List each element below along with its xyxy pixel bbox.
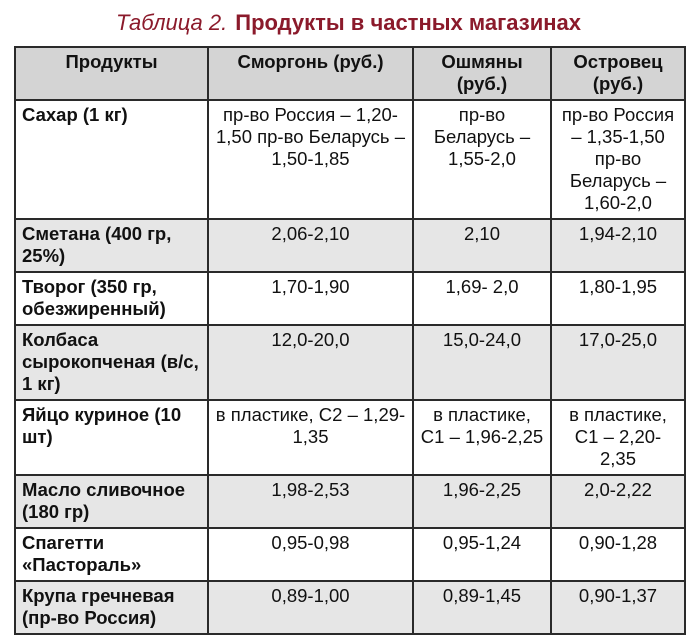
table-row xyxy=(15,400,685,475)
table-row xyxy=(15,475,685,528)
column-header-smorgon: Сморгонь (руб.) xyxy=(208,47,413,100)
table-row xyxy=(15,325,685,400)
product-name: Крупа гречневая (пр-во Россия) xyxy=(15,581,208,634)
price-oshmyany: 1,69- 2,0 xyxy=(413,272,551,325)
price-smorgon: 1,98-2,53 xyxy=(208,475,413,528)
column-header-products: Продукты xyxy=(15,47,208,100)
price-ostrovets: пр-во Россия – 1,35-1,50 пр-во Беларусь – 1,60-2,0 xyxy=(551,100,685,219)
price-smorgon: 2,06-2,10 xyxy=(208,219,413,272)
caption-title: Продукты в частных магазинах xyxy=(235,10,581,35)
table-row xyxy=(15,528,685,581)
product-name: Сметана (400 гр, 25%) xyxy=(15,219,208,272)
column-header-ostrovets: Островец (руб.) xyxy=(551,47,685,100)
price-ostrovets: в пластике, С1 – 2,20-2,35 xyxy=(551,400,685,475)
price-ostrovets: 17,0-25,0 xyxy=(551,325,685,400)
price-ostrovets: 0,90-1,37 xyxy=(551,581,685,634)
table-row xyxy=(15,581,685,634)
price-oshmyany: 1,96-2,25 xyxy=(413,475,551,528)
table-row xyxy=(15,272,685,325)
price-ostrovets: 0,90-1,28 xyxy=(551,528,685,581)
price-oshmyany: пр-во Беларусь – 1,55-2,0 xyxy=(413,100,551,219)
products-table xyxy=(14,46,686,635)
table-caption xyxy=(0,8,697,38)
price-smorgon: 12,0-20,0 xyxy=(208,325,413,400)
product-name: Сахар (1 кг) xyxy=(15,100,208,219)
table-header-row xyxy=(15,47,685,100)
price-oshmyany: 0,95-1,24 xyxy=(413,528,551,581)
price-oshmyany: 2,10 xyxy=(413,219,551,272)
price-smorgon: 0,89-1,00 xyxy=(208,581,413,634)
price-oshmyany: 15,0-24,0 xyxy=(413,325,551,400)
price-oshmyany: 0,89-1,45 xyxy=(413,581,551,634)
price-oshmyany: в пластике, С1 – 1,96-2,25 xyxy=(413,400,551,475)
price-smorgon: пр-во Россия – 1,20-1,50 пр-во Беларусь – 1,50-1,85 xyxy=(208,100,413,219)
price-smorgon: 1,70-1,90 xyxy=(208,272,413,325)
price-ostrovets: 1,94-2,10 xyxy=(551,219,685,272)
column-header-oshmyany: Ошмяны (руб.) xyxy=(413,47,551,100)
table-row xyxy=(15,100,685,219)
product-name: Творог (350 гр, обезжиренный) xyxy=(15,272,208,325)
caption-prefix: Таблица 2. xyxy=(116,10,228,35)
product-name: Масло сливочное (180 гр) xyxy=(15,475,208,528)
price-ostrovets: 1,80-1,95 xyxy=(551,272,685,325)
price-smorgon: 0,95-0,98 xyxy=(208,528,413,581)
product-name: Спагетти «Пастораль» xyxy=(15,528,208,581)
table-row xyxy=(15,219,685,272)
price-ostrovets: 2,0-2,22 xyxy=(551,475,685,528)
product-name: Яйцо куриное (10 шт) xyxy=(15,400,208,475)
product-name: Колбаса сырокопченая (в/с, 1 кг) xyxy=(15,325,208,400)
price-smorgon: в пластике, С2 – 1,29-1,35 xyxy=(208,400,413,475)
